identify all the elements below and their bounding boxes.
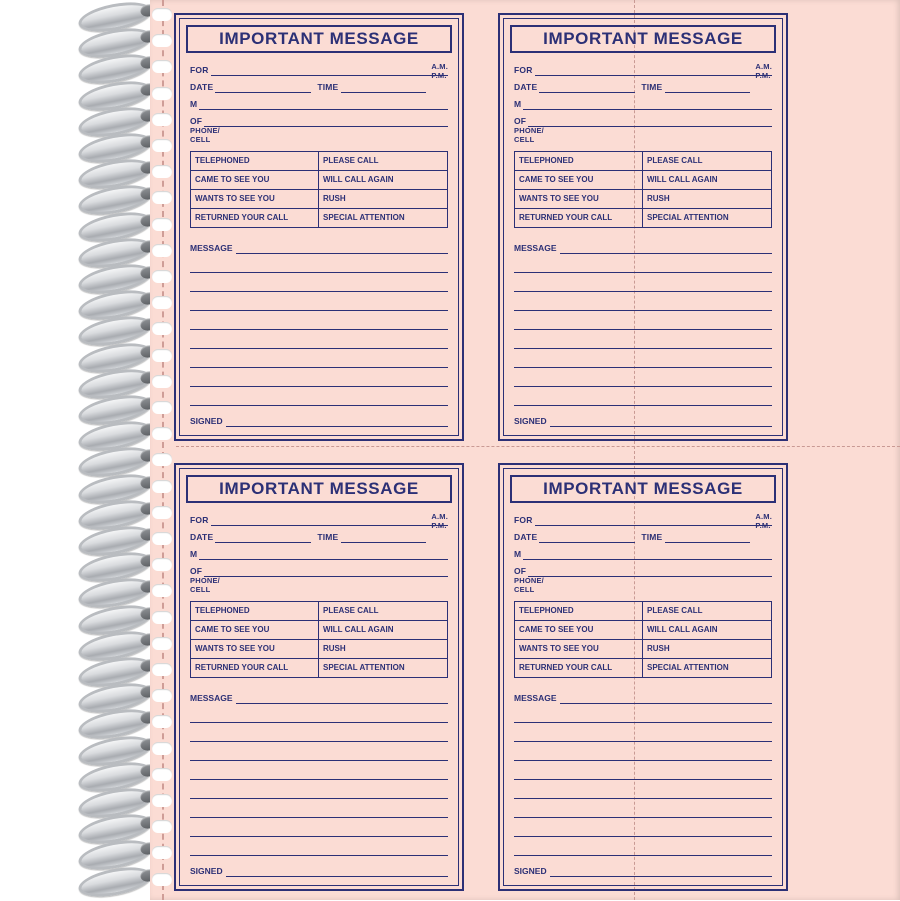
checkbox-returned-your-call[interactable]: RETURNED YOUR CALL	[515, 659, 643, 677]
of-label: OF	[190, 566, 203, 576]
m-input-rule[interactable]	[199, 546, 448, 560]
checkbox-will-call-again[interactable]: WILL CALL AGAIN	[319, 621, 447, 640]
time-input-rule[interactable]	[665, 79, 750, 93]
checkbox-special-attention[interactable]: SPECIAL ATTENTION	[323, 663, 405, 672]
horizontal-perforation	[176, 446, 900, 447]
message-slip-border	[179, 18, 459, 436]
field-of[interactable]	[190, 110, 448, 127]
punch-hole	[152, 480, 172, 493]
slip-title: IMPORTANT MESSAGE	[510, 475, 776, 503]
message-label: MESSAGE	[514, 693, 557, 703]
ampm-marker	[431, 63, 448, 80]
signed-input-rule[interactable]	[550, 865, 772, 877]
signed-input-rule[interactable]	[226, 415, 448, 427]
phone-cell-label	[190, 127, 222, 144]
punch-hole	[152, 715, 172, 728]
punch-hole	[152, 87, 172, 100]
for-input-rule[interactable]	[211, 62, 448, 76]
am-label: A.M.	[755, 62, 772, 71]
checkbox-special-attention[interactable]: SPECIAL ATTENTION	[647, 663, 729, 672]
phone-label: PHONE/	[514, 126, 544, 135]
checkbox-please-call[interactable]: PLEASE CALL	[319, 152, 447, 171]
message-rule-line[interactable]	[514, 330, 772, 349]
perforation-strip	[162, 0, 164, 900]
punch-hole	[152, 191, 172, 204]
message-rule-line[interactable]	[514, 780, 772, 799]
field-for[interactable]	[190, 509, 448, 526]
of-input-rule[interactable]	[528, 113, 772, 127]
message-rule-line[interactable]	[190, 311, 448, 330]
field-phone-cell[interactable]	[514, 577, 772, 594]
message-rule-line[interactable]	[514, 273, 772, 292]
punch-hole	[152, 794, 172, 807]
message-slip-border	[503, 468, 783, 886]
message-first-line[interactable]	[190, 688, 448, 704]
punch-hole	[152, 637, 172, 650]
am-label: A.M.	[755, 512, 772, 521]
checkbox-came-to-see-you[interactable]: CAME TO SEE YOU	[515, 621, 643, 640]
phone-label: PHONE/	[514, 576, 544, 585]
field-of[interactable]	[514, 560, 772, 577]
signed-label: SIGNED	[514, 866, 547, 876]
m-label: M	[190, 549, 198, 559]
checkbox-returned-your-call[interactable]: RETURNED YOUR CALL	[515, 209, 643, 227]
for-label: FOR	[514, 515, 533, 525]
message-rule-line[interactable]	[514, 761, 772, 780]
action-checkbox-grid	[514, 151, 772, 228]
ampm-marker	[431, 513, 448, 530]
punch-hole	[152, 506, 172, 519]
punch-hole	[152, 8, 172, 21]
message-slip-border	[179, 468, 459, 886]
phone-cell-label	[514, 127, 546, 144]
phone-cell-label	[514, 577, 546, 594]
message-area[interactable]	[190, 238, 448, 406]
slip-fields	[504, 53, 782, 144]
signed-label: SIGNED	[190, 866, 223, 876]
checkbox-please-call[interactable]: PLEASE CALL	[319, 602, 447, 621]
punch-hole	[152, 611, 172, 624]
am-label: A.M.	[431, 512, 448, 521]
message-rule-line[interactable]	[190, 387, 448, 406]
message-rule-line[interactable]	[514, 387, 772, 406]
checkbox-special-attention[interactable]: SPECIAL ATTENTION	[647, 213, 729, 222]
message-area[interactable]	[514, 688, 772, 856]
slip-title: IMPORTANT MESSAGE	[186, 475, 452, 503]
cell-label: CELL	[190, 134, 211, 144]
message-rule-line[interactable]	[190, 780, 448, 799]
punch-hole	[152, 768, 172, 781]
field-signed[interactable]	[514, 413, 772, 427]
field-for[interactable]	[190, 59, 448, 76]
message-rule-line[interactable]	[514, 704, 772, 723]
checkbox-came-to-see-you[interactable]: CAME TO SEE YOU	[191, 171, 319, 190]
pm-label: P.M.	[755, 70, 771, 80]
checkbox-will-call-again[interactable]: WILL CALL AGAIN	[643, 171, 771, 190]
checkbox-telephoned[interactable]: TELEPHONED	[191, 152, 319, 171]
m-input-rule[interactable]	[199, 96, 448, 110]
message-rule-line[interactable]	[514, 742, 772, 761]
checkbox-returned-your-call[interactable]: RETURNED YOUR CALL	[191, 659, 319, 677]
message-label: MESSAGE	[190, 243, 233, 253]
punch-hole	[152, 349, 172, 362]
cell-label: CELL	[514, 134, 535, 144]
message-slip-border	[503, 18, 783, 436]
message-rule-line[interactable]	[514, 818, 772, 837]
field-phone-cell[interactable]	[190, 127, 448, 144]
punch-hole	[152, 689, 172, 702]
message-first-line[interactable]	[514, 238, 772, 254]
field-of[interactable]	[514, 110, 772, 127]
message-rule-line[interactable]	[190, 723, 448, 742]
action-checkbox-grid	[514, 601, 772, 678]
slip-fields	[180, 53, 458, 144]
message-input-rule[interactable]	[236, 241, 448, 254]
for-label: FOR	[190, 515, 209, 525]
date-label: DATE	[514, 532, 538, 542]
punch-hole	[152, 846, 172, 859]
checkbox-rush[interactable]: RUSH	[319, 190, 447, 209]
message-rule-line[interactable]	[514, 837, 772, 856]
of-label: OF	[514, 116, 527, 126]
message-rule-line[interactable]	[514, 349, 772, 368]
date-label: DATE	[190, 532, 214, 542]
message-rule-line[interactable]	[190, 799, 448, 818]
checkbox-please-call[interactable]: PLEASE CALL	[643, 152, 771, 171]
punch-hole	[152, 139, 172, 152]
message-first-line[interactable]	[190, 238, 448, 254]
time-label: TIME	[317, 532, 339, 542]
message-rule-line[interactable]	[514, 292, 772, 311]
m-label: M	[514, 549, 522, 559]
message-rule-line[interactable]	[514, 311, 772, 330]
field-m[interactable]	[514, 543, 772, 560]
field-signed[interactable]	[514, 863, 772, 877]
of-input-rule[interactable]	[204, 113, 448, 127]
punch-hole	[152, 584, 172, 597]
checkbox-rush[interactable]: RUSH	[643, 190, 771, 209]
message-rule-line[interactable]	[514, 368, 772, 387]
slip-title: IMPORTANT MESSAGE	[510, 25, 776, 53]
checkbox-wants-to-see-you[interactable]: WANTS TO SEE YOU	[515, 640, 643, 659]
checkbox-wants-to-see-you[interactable]: WANTS TO SEE YOU	[191, 640, 319, 659]
field-m[interactable]	[190, 93, 448, 110]
punch-hole	[152, 663, 172, 676]
punch-hole	[152, 322, 172, 335]
m-label: M	[190, 99, 198, 109]
m-input-rule[interactable]	[523, 96, 772, 110]
checkbox-telephoned[interactable]: TELEPHONED	[515, 152, 643, 171]
checkbox-rush[interactable]: RUSH	[319, 640, 447, 659]
time-label: TIME	[641, 532, 663, 542]
phone-cell-label	[190, 577, 222, 594]
pm-label: P.M.	[431, 520, 447, 530]
message-rule-line[interactable]	[190, 742, 448, 761]
message-rule-line[interactable]	[190, 368, 448, 387]
punch-hole	[152, 873, 172, 886]
for-input-rule[interactable]	[211, 512, 448, 526]
of-label: OF	[190, 116, 203, 126]
checkbox-please-call[interactable]: PLEASE CALL	[643, 602, 771, 621]
checkbox-will-call-again[interactable]: WILL CALL AGAIN	[643, 621, 771, 640]
date-label: DATE	[514, 82, 538, 92]
pm-label: P.M.	[431, 70, 447, 80]
message-input-rule[interactable]	[236, 691, 448, 704]
checkbox-wants-to-see-you[interactable]: WANTS TO SEE YOU	[191, 190, 319, 209]
message-rule-line[interactable]	[190, 273, 448, 292]
date-input-rule[interactable]	[215, 529, 311, 543]
m-input-rule[interactable]	[523, 546, 772, 560]
punch-hole	[152, 558, 172, 571]
signed-input-rule[interactable]	[550, 415, 772, 427]
date-input-rule[interactable]	[215, 79, 311, 93]
for-label: FOR	[514, 65, 533, 75]
for-input-rule[interactable]	[535, 512, 772, 526]
time-label: TIME	[641, 82, 663, 92]
message-rule-line[interactable]	[190, 292, 448, 311]
message-rule-line[interactable]	[190, 761, 448, 780]
checkbox-came-to-see-you[interactable]: CAME TO SEE YOU	[515, 171, 643, 190]
message-input-rule[interactable]	[560, 691, 772, 704]
field-of[interactable]	[190, 560, 448, 577]
message-pad-paper	[150, 0, 900, 900]
punch-hole	[152, 453, 172, 466]
field-signed[interactable]	[190, 863, 448, 877]
action-checkbox-grid	[190, 601, 448, 678]
field-phone-cell[interactable]	[514, 127, 772, 144]
field-signed[interactable]	[190, 413, 448, 427]
checkbox-telephoned[interactable]: TELEPHONED	[191, 602, 319, 621]
date-input-rule[interactable]	[539, 529, 635, 543]
message-rule-line[interactable]	[514, 254, 772, 273]
punch-hole	[152, 270, 172, 283]
field-m[interactable]	[190, 543, 448, 560]
slip-fields	[180, 503, 458, 594]
checkbox-rush[interactable]: RUSH	[643, 640, 771, 659]
message-label: MESSAGE	[514, 243, 557, 253]
message-rule-line[interactable]	[190, 254, 448, 273]
pm-label: P.M.	[755, 520, 771, 530]
punch-hole	[152, 34, 172, 47]
time-input-rule[interactable]	[341, 529, 426, 543]
punch-hole	[152, 244, 172, 257]
field-m[interactable]	[514, 93, 772, 110]
date-input-rule[interactable]	[539, 79, 635, 93]
punch-hole	[152, 113, 172, 126]
punch-hole	[152, 218, 172, 231]
punch-hole	[152, 165, 172, 178]
message-rule-line[interactable]	[190, 330, 448, 349]
checkbox-came-to-see-you[interactable]: CAME TO SEE YOU	[191, 621, 319, 640]
message-input-rule[interactable]	[560, 241, 772, 254]
message-rule-line[interactable]	[190, 837, 448, 856]
am-label: A.M.	[431, 62, 448, 71]
date-label: DATE	[190, 82, 214, 92]
time-input-rule[interactable]	[665, 529, 750, 543]
punch-hole	[152, 60, 172, 73]
punch-hole	[152, 401, 172, 414]
punch-hole	[152, 742, 172, 755]
message-area[interactable]	[514, 238, 772, 406]
message-first-line[interactable]	[514, 688, 772, 704]
checkbox-returned-your-call[interactable]: RETURNED YOUR CALL	[191, 209, 319, 227]
punch-hole	[152, 820, 172, 833]
ampm-marker	[755, 513, 772, 530]
signed-label: SIGNED	[190, 416, 223, 426]
message-rule-line[interactable]	[190, 818, 448, 837]
message-slip-top-right	[498, 13, 788, 441]
action-checkbox-grid	[190, 151, 448, 228]
ampm-marker	[755, 63, 772, 80]
cell-label: CELL	[514, 584, 535, 594]
field-phone-cell[interactable]	[190, 577, 448, 594]
slip-title: IMPORTANT MESSAGE	[186, 25, 452, 53]
message-slip-bottom-left	[174, 463, 464, 891]
of-input-rule[interactable]	[204, 563, 448, 577]
punch-hole	[152, 296, 172, 309]
signed-label: SIGNED	[514, 416, 547, 426]
signed-input-rule[interactable]	[226, 865, 448, 877]
time-label: TIME	[317, 82, 339, 92]
message-rule-line[interactable]	[190, 704, 448, 723]
m-label: M	[514, 99, 522, 109]
message-rule-line[interactable]	[514, 723, 772, 742]
message-rule-line[interactable]	[514, 799, 772, 818]
checkbox-telephoned[interactable]: TELEPHONED	[515, 602, 643, 621]
punch-hole	[152, 375, 172, 388]
cell-label: CELL	[190, 584, 211, 594]
message-label: MESSAGE	[190, 693, 233, 703]
time-input-rule[interactable]	[341, 79, 426, 93]
checkbox-special-attention[interactable]: SPECIAL ATTENTION	[323, 213, 405, 222]
message-area[interactable]	[190, 688, 448, 856]
punch-hole	[152, 427, 172, 440]
field-for[interactable]	[514, 509, 772, 526]
for-label: FOR	[190, 65, 209, 75]
field-for[interactable]	[514, 59, 772, 76]
slip-fields	[504, 503, 782, 594]
of-input-rule[interactable]	[528, 563, 772, 577]
phone-label: PHONE/	[190, 126, 220, 135]
message-slip-top-left	[174, 13, 464, 441]
of-label: OF	[514, 566, 527, 576]
phone-label: PHONE/	[190, 576, 220, 585]
message-slip-bottom-right	[498, 463, 788, 891]
message-rule-line[interactable]	[190, 349, 448, 368]
punch-hole	[152, 532, 172, 545]
checkbox-wants-to-see-you[interactable]: WANTS TO SEE YOU	[515, 190, 643, 209]
for-input-rule[interactable]	[535, 62, 772, 76]
checkbox-will-call-again[interactable]: WILL CALL AGAIN	[319, 171, 447, 190]
